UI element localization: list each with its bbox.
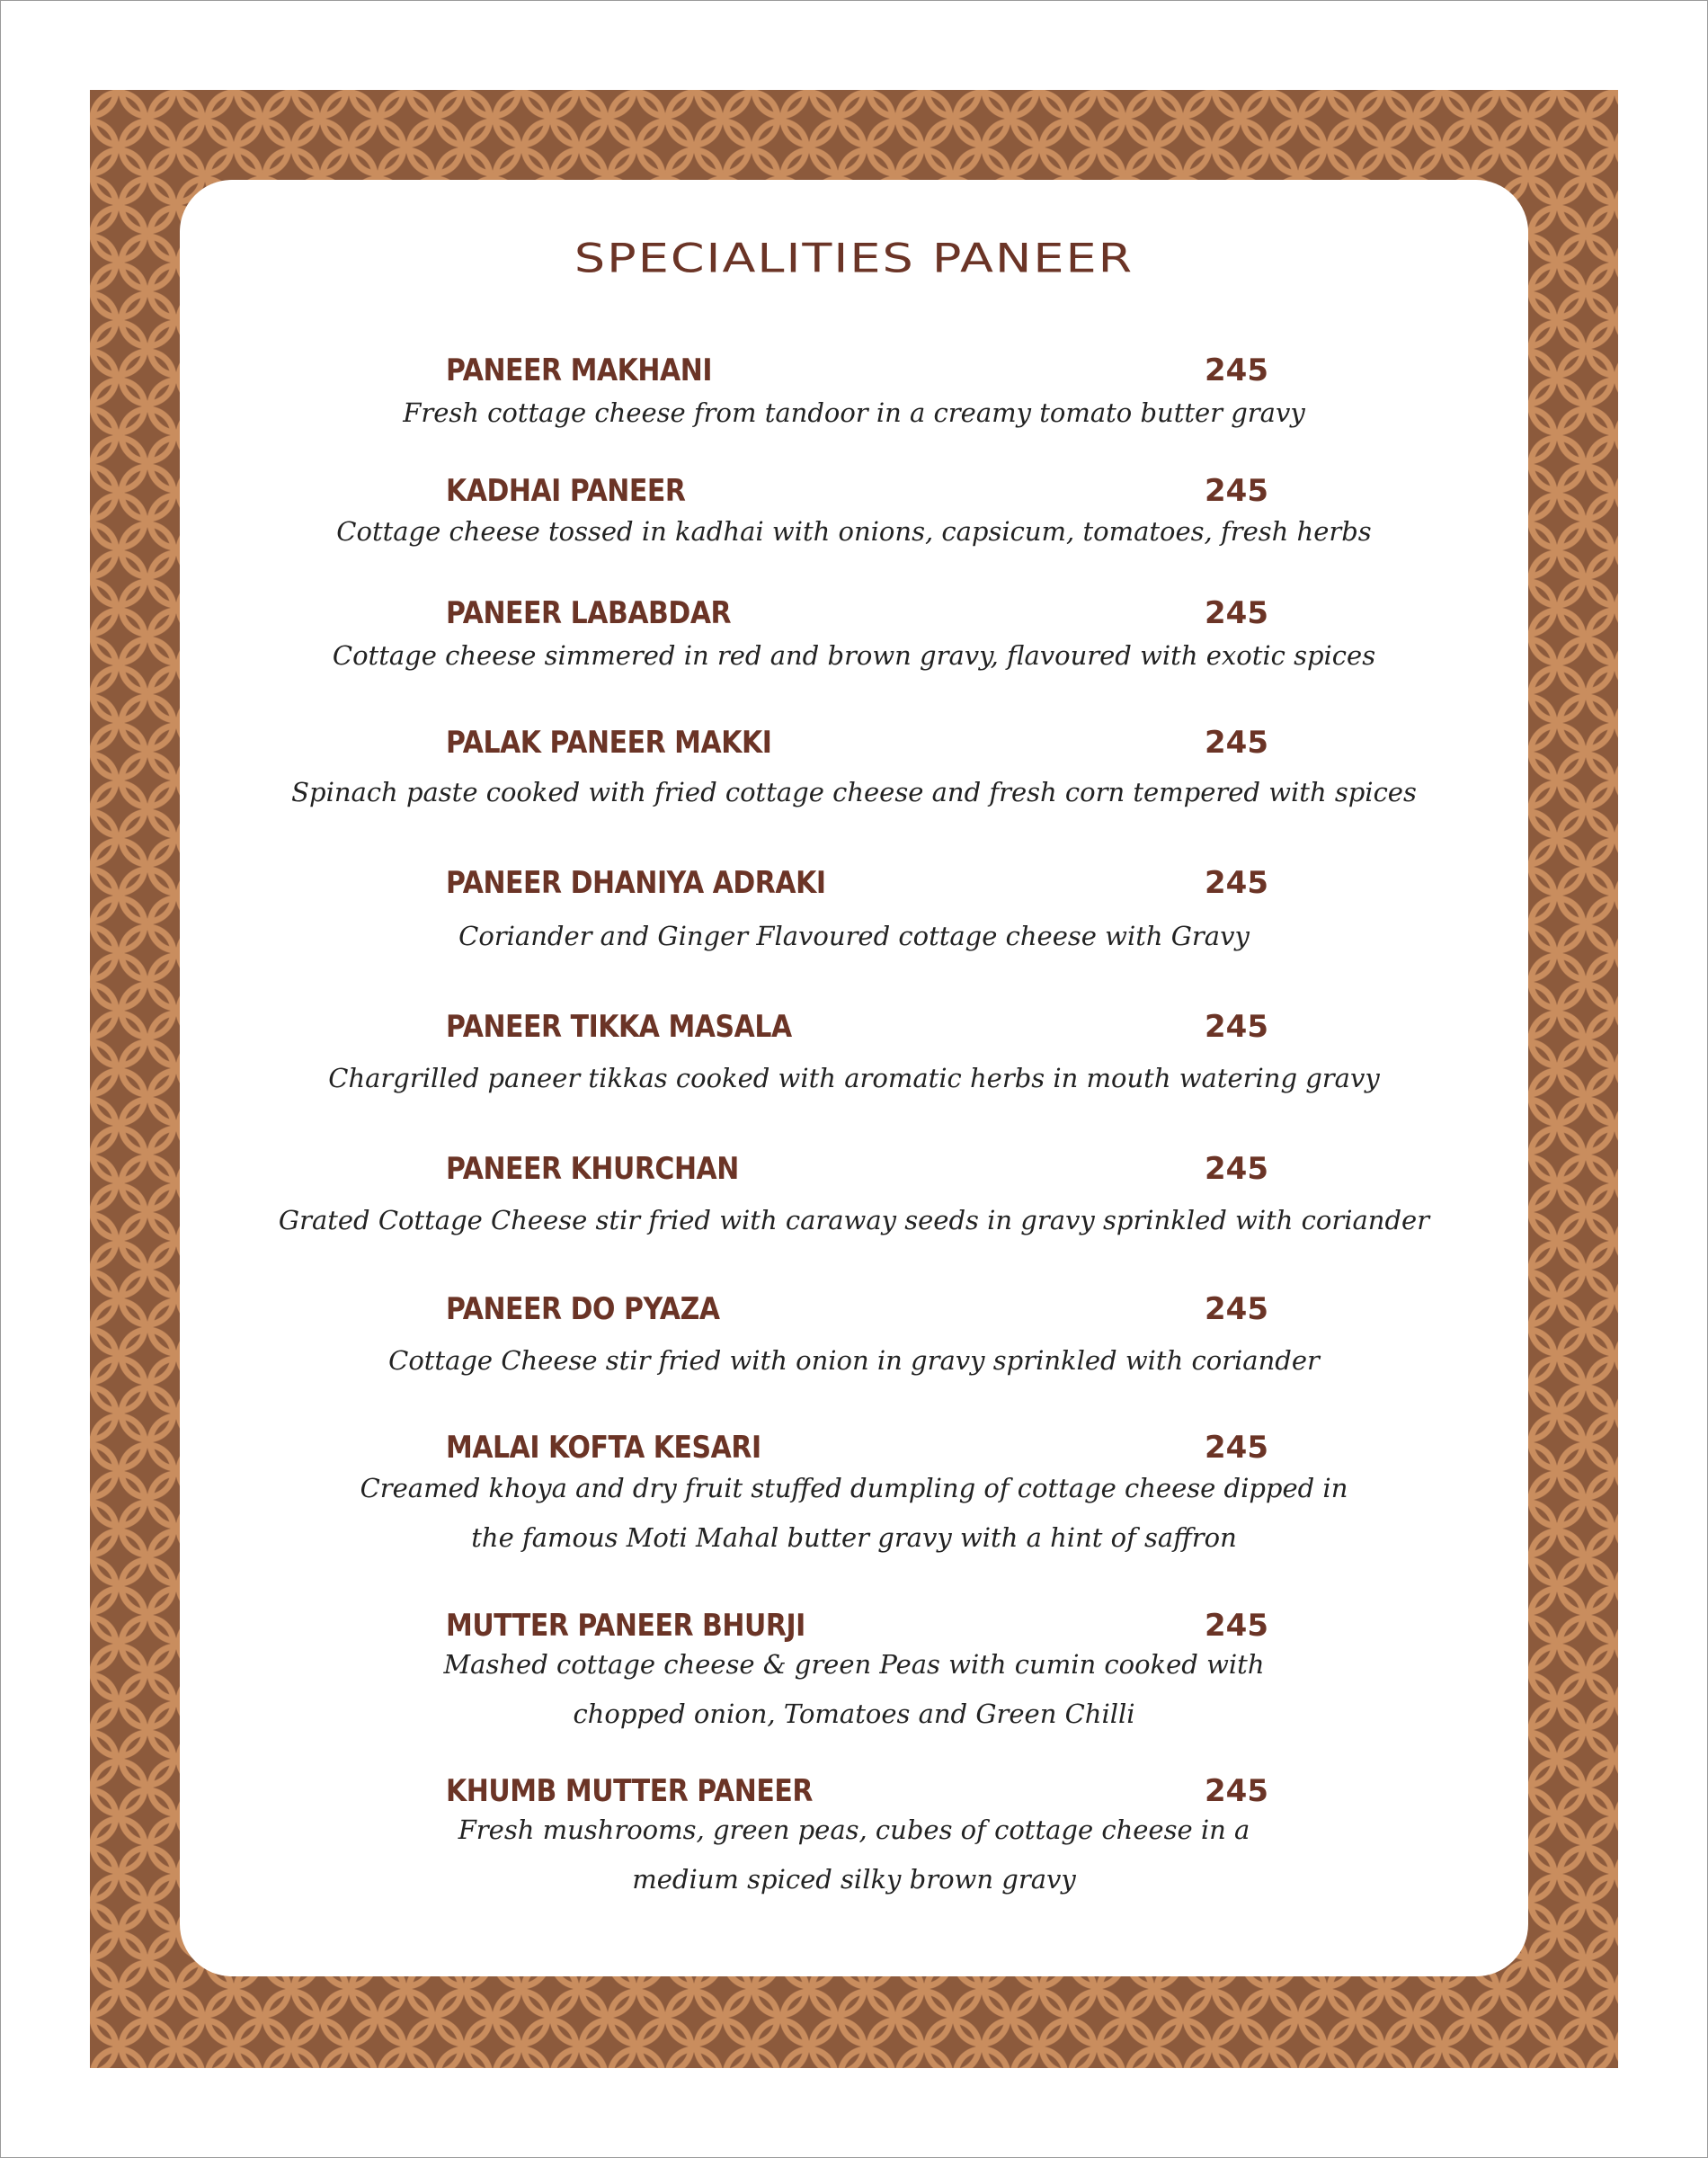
item-description: Coriander and Ginger Flavoured cottage cheese with Gravy [458,921,1250,951]
item-price: 245 [1205,595,1268,631]
item-price: 245 [1205,1773,1268,1809]
item-price: 245 [1205,1009,1268,1045]
item-description: Fresh cottage cheese from tandoor in a creamy tomato butter gravy [403,397,1305,428]
menu-card [180,180,1528,1976]
item-name: PALAK PANEER MAKKI [446,725,772,761]
item-price: 245 [1205,725,1268,761]
item-name: PANEER DO PYAZA [446,1291,720,1327]
item-description: Fresh mushrooms, green peas, cubes of cottage cheese in a medium spiced silky brown gravy [458,1815,1250,1895]
item-name: PANEER DHANIYA ADRAKI [446,865,826,901]
item-price: 245 [1205,352,1268,388]
item-name: MUTTER PANEER BHURJI [446,1608,805,1644]
item-description: Cottage cheese simmered in red and brown gravy, flavoured with exotic spices [332,640,1376,671]
item-description: Creamed khoya and dry fruit stuffed dumpling of cottage cheese dipped in the famous Moti Mahal butter gravy with a hint of saffron [360,1473,1348,1553]
item-price: 245 [1205,1291,1268,1327]
item-description: Cottage Cheese stir fried with onion in gravy sprinkled with coriander [388,1345,1320,1376]
item-price: 245 [1205,1430,1268,1466]
item-price: 245 [1205,1151,1268,1187]
item-price: 245 [1205,473,1268,509]
item-description: Cottage cheese tossed in kadhai with onions, capsicum, tomatoes, fresh herbs [336,516,1372,547]
item-name: KADHAI PANEER [446,473,686,509]
item-name: PANEER TIKKA MASALA [446,1009,792,1045]
item-name: PANEER KHURCHAN [446,1151,739,1187]
item-description: Spinach paste cooked with fried cottage cheese and fresh corn tempered with spices [291,777,1417,807]
page-title: SPECIALITIES PANEER [574,235,1134,282]
item-name: KHUMB MUTTER PANEER [446,1773,813,1809]
item-description: Mashed cottage cheese & green Peas with cumin cooked with chopped onion, Tomatoes and Green Chilli [443,1649,1265,1729]
item-price: 245 [1205,865,1268,901]
item-name: PANEER LABABDAR [446,595,732,631]
item-description: Chargrilled paneer tikkas cooked with aromatic herbs in mouth watering gravy [328,1063,1380,1093]
item-name: MALAI KOFTA KESARI [446,1430,761,1466]
item-description: Grated Cottage Cheese stir fried with caraway seeds in gravy sprinkled with coriander [278,1205,1430,1235]
item-name: PANEER MAKHANI [446,352,713,388]
item-price: 245 [1205,1608,1268,1644]
